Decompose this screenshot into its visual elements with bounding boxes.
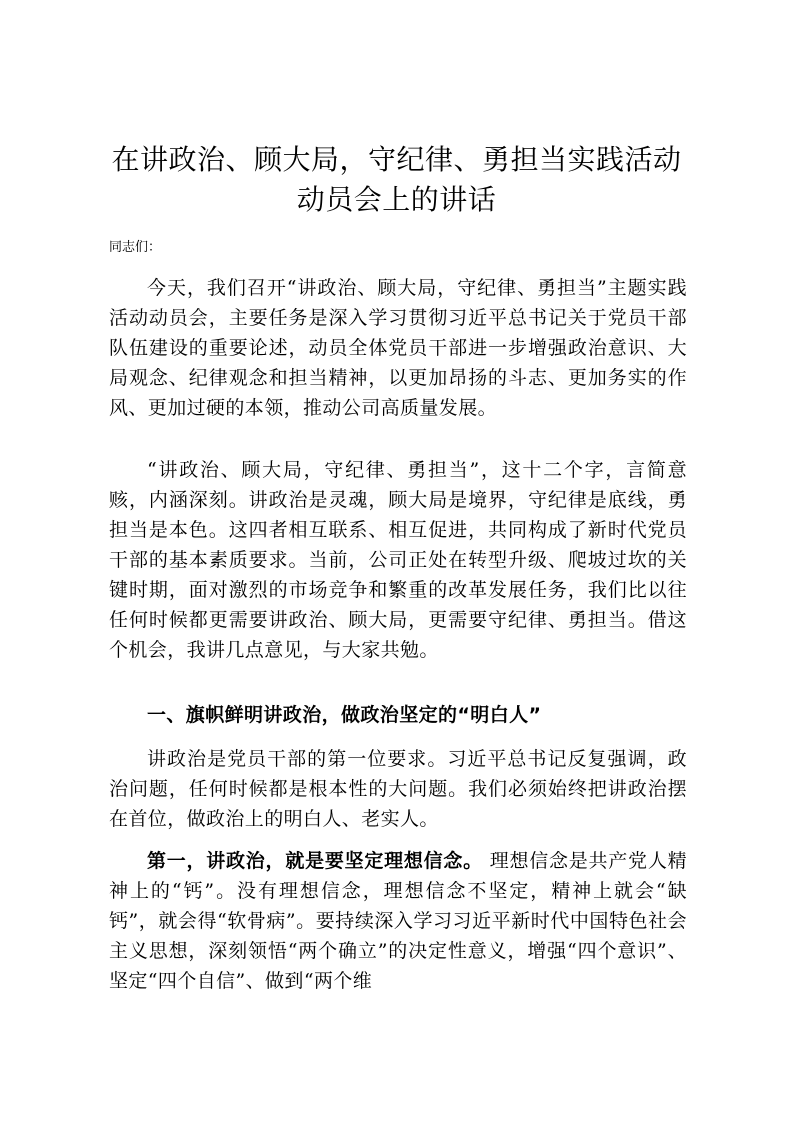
document-title-line1: 在讲政治、顾大局，守纪律、勇担当实践活动 bbox=[111, 143, 682, 176]
paragraph-point-one bbox=[109, 846, 687, 996]
salutation: 同志们： bbox=[109, 240, 162, 255]
paragraph-intro: 今天，我们召开“讲政治、顾大局，守纪律、勇担当”主题实践活动动员会，主要任务是深入学习贯彻习近平总书记关于党员干部队伍建设的重要论述，动员全体党员干部进一步增强政治意识、大局观念、纪律观念和担当精神，以更加昂扬的斗志、更加务实的作风、更加过硬的本领，推动公司高质量发展。 bbox=[109, 277, 687, 419]
paragraph-overview: “讲政治、顾大局，守纪律、勇担当”，这十二个字，言简意赅，内涵深刻。讲政治是灵魂，顾大局是境界，守纪律是底线，勇担当是本色。这四者相互联系、相互促进，共同构成了新时代党员干部的基本素质要求。当前，公司正处在转型升级、爬坡过坎的关键时期，面对激烈的市场竞争和繁重的改革发展任务，我们比以往任何时候都更需要讲政治、顾大局，更需要守纪律、勇担当。借这个机会，我讲几点意见，与大家共勉。 bbox=[109, 459, 687, 661]
point-one-lead: 第一，讲政治，就是要坚定理想信念。 bbox=[147, 850, 483, 872]
document-title-line2: 动员会上的讲话 bbox=[296, 183, 497, 216]
point-one-body: 理想信念是共产党人精神上的“钙”。没有理想信念，理想信念不坚定，精神上就会“缺钙”，就会得“软骨病”。要持续深入学习习近平新时代中国特色社会主义思想，深刻领悟“两个确立”的决定性意义，增强“四个意识”、坚定“四个自信”、做到“两个维 bbox=[109, 850, 687, 992]
section-heading-1: 一、旗帜鲜明讲政治，做政治坚定的“明白人” bbox=[147, 704, 542, 726]
paragraph-section1-intro: 讲政治是党员干部的第一位要求。习近平总书记反复强调，政治问题，任何时候都是根本性的大问题。我们必须始终把讲政治摆在首位，做政治上的明白人、老实人。 bbox=[109, 748, 687, 830]
